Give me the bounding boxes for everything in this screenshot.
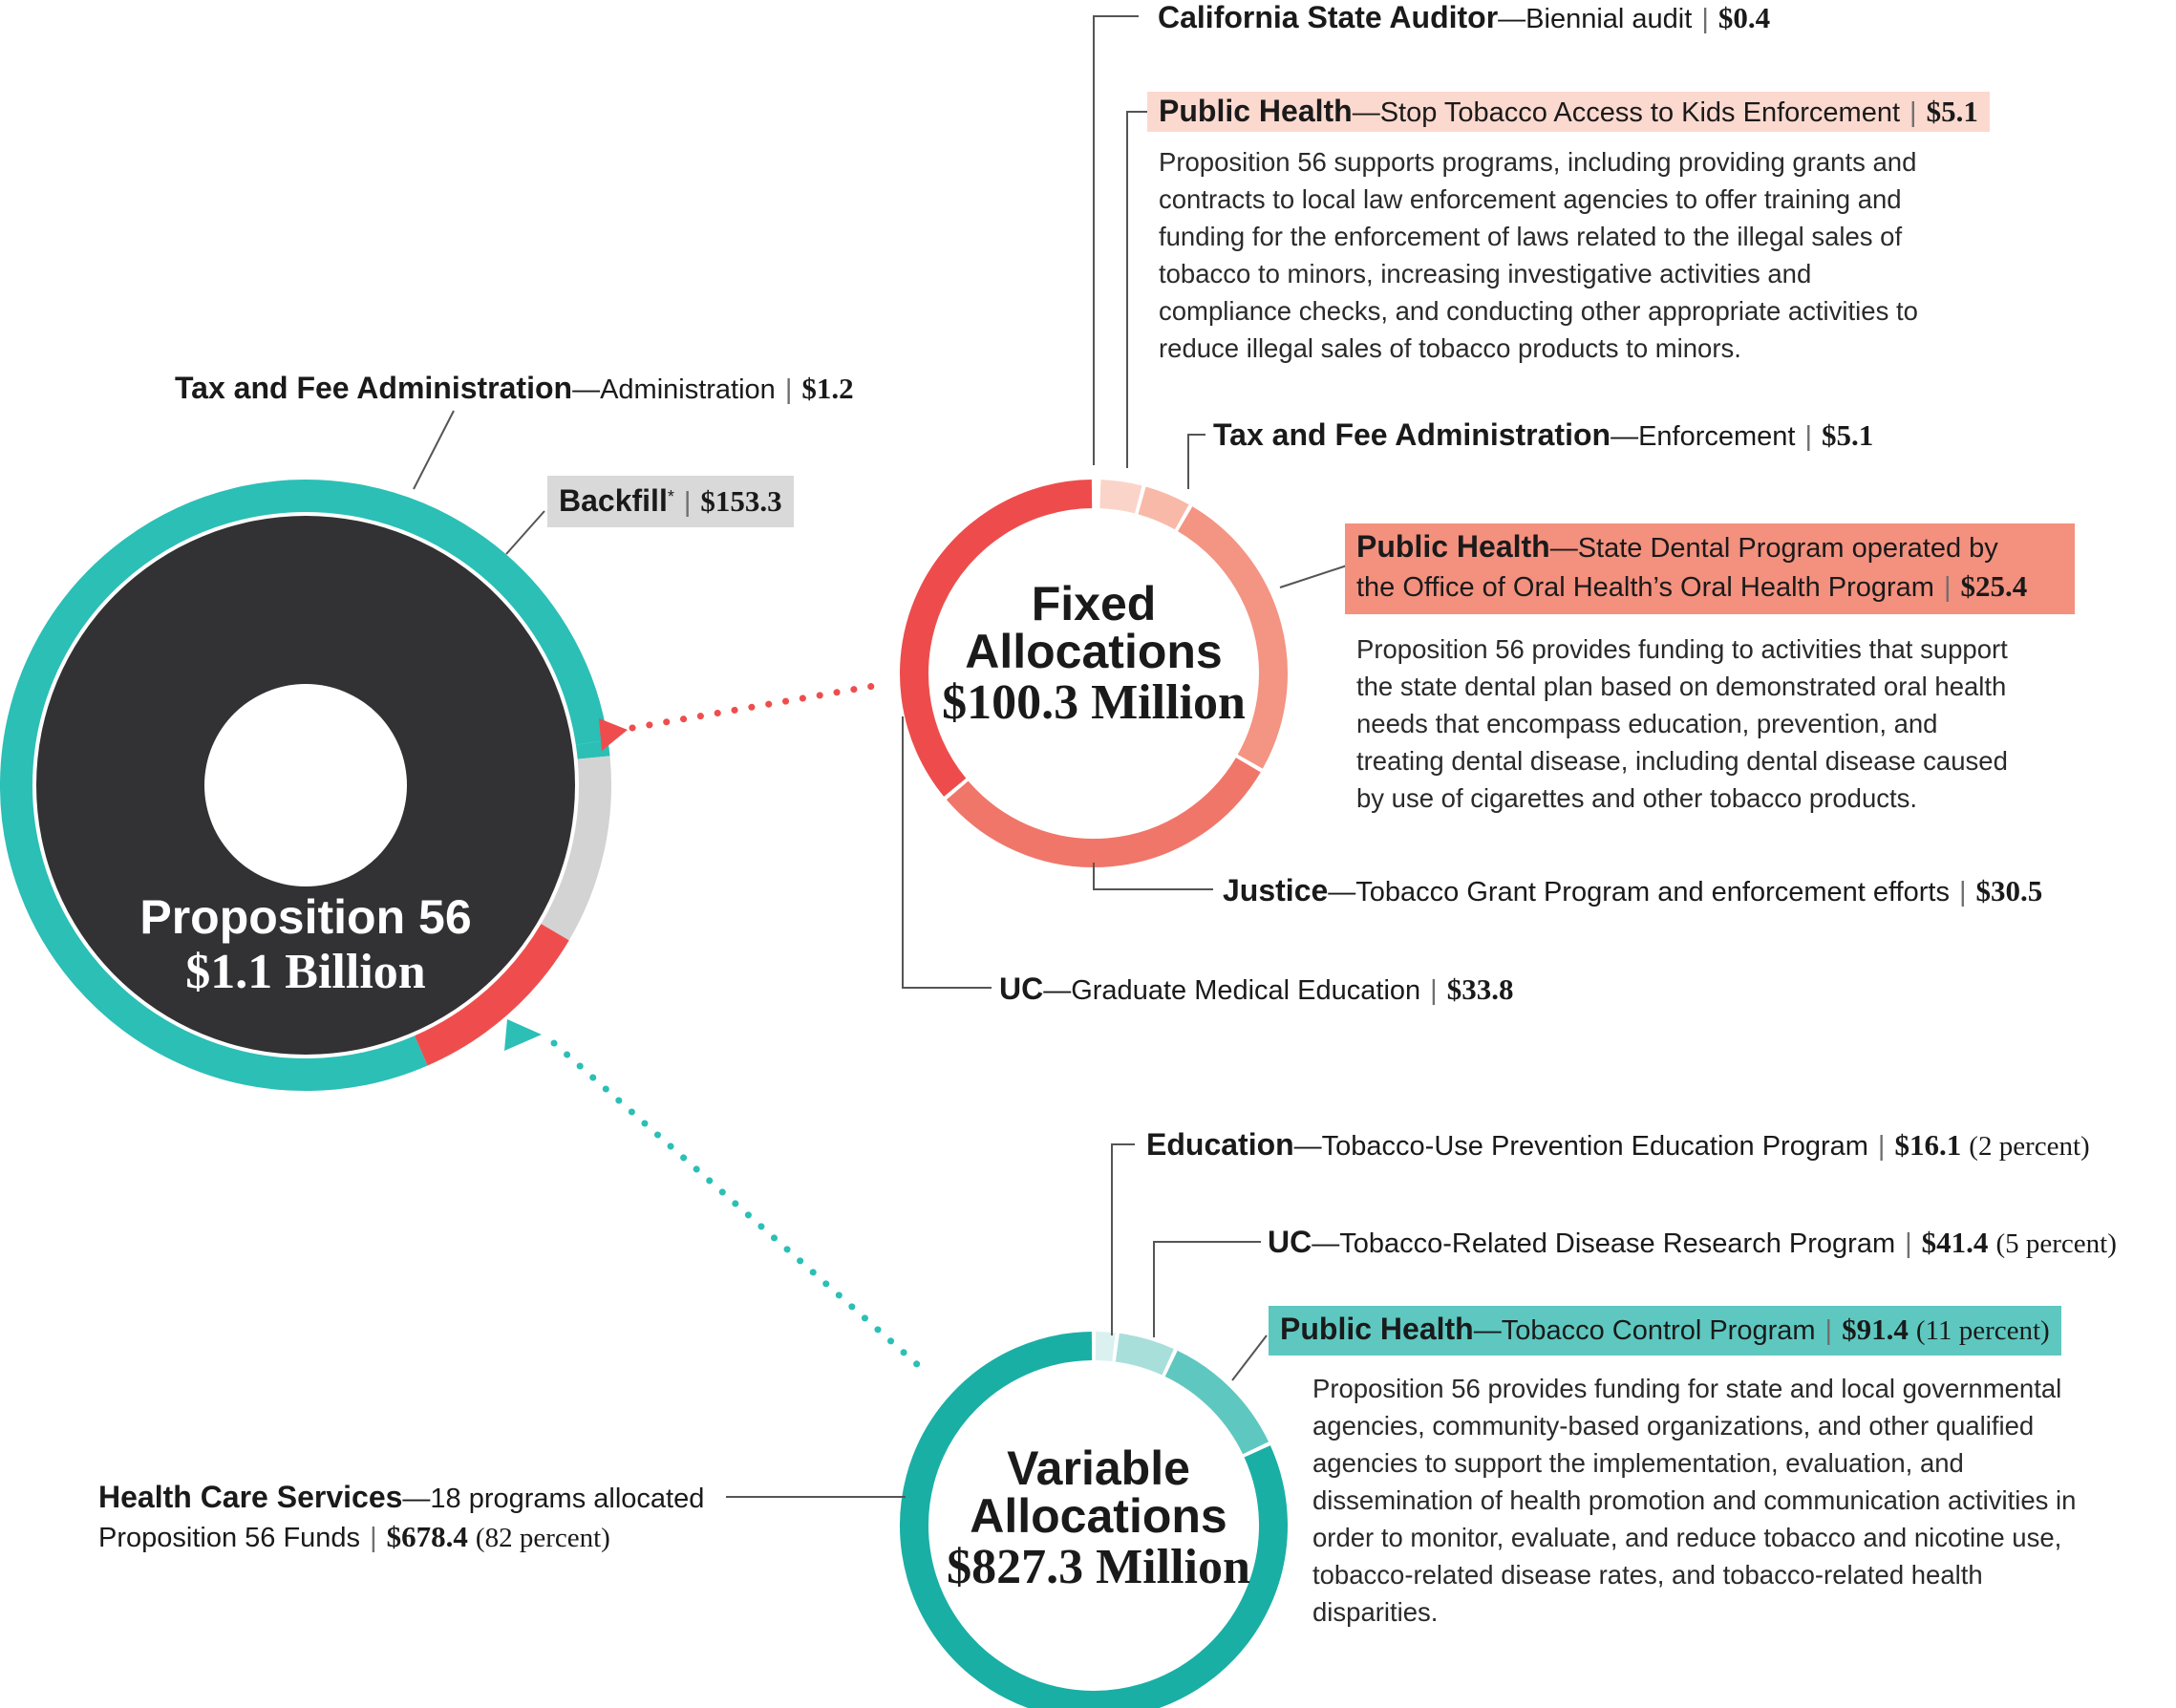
main-center-hole xyxy=(204,684,407,886)
leader-ph-control xyxy=(1232,1335,1267,1380)
label-ph-control-desc: —Tobacco Control Program xyxy=(1473,1315,1816,1346)
label-justice-org: Justice xyxy=(1223,873,1329,907)
label-auditor-sep: | xyxy=(1701,4,1709,34)
leader-tax-admin xyxy=(414,411,454,489)
label-ph-stop-sep: | xyxy=(1909,97,1917,128)
label-education-amount: $16.1 xyxy=(1894,1128,1962,1162)
label-education xyxy=(1146,1125,2090,1165)
label-ph-dental-org: Public Health xyxy=(1356,529,1550,564)
label-uc-trdrp-amount: $41.4 xyxy=(1921,1226,1989,1259)
label-tax-enf-sep: | xyxy=(1804,421,1813,452)
label-tax-admin-sep: | xyxy=(784,374,793,405)
main-title-name: Proposition 56 xyxy=(139,890,472,944)
label-uc-trdrp-percent: (5 percent) xyxy=(1995,1228,2117,1259)
label-ph-control xyxy=(1269,1306,2061,1356)
label-tax-admin xyxy=(175,369,854,409)
leader-ph-dental xyxy=(1280,566,1347,587)
fixed-ring-segment-1 xyxy=(1100,494,1139,500)
leader-ph-stop xyxy=(1127,112,1149,468)
label-tax-admin-amount: $1.2 xyxy=(801,372,854,405)
variable-ring-segment-2 xyxy=(1171,1363,1255,1447)
variable-title-amount: $827.3 Million xyxy=(947,1540,1250,1594)
label-tax-enf-desc: —Enforcement xyxy=(1611,421,1796,452)
label-ph-stop-org: Public Health xyxy=(1159,94,1353,128)
label-hcs-org: Health Care Services xyxy=(98,1480,403,1514)
label-ph-stop-desc: —Stop Tobacco Access to Kids Enforcement xyxy=(1352,97,1901,128)
label-auditor-amount: $0.4 xyxy=(1717,1,1771,34)
label-ph-control-amount: $91.4 xyxy=(1842,1313,1909,1346)
label-uc-trdrp xyxy=(1268,1223,2117,1263)
label-tax-admin-org: Tax and Fee Administration xyxy=(175,371,573,405)
label-backfill-footnote: * xyxy=(667,487,674,506)
variable-ring-segment-0 xyxy=(1096,1346,1114,1347)
label-hcs-sep: | xyxy=(370,1523,377,1553)
main-title xyxy=(96,890,516,1000)
label-tax-enf xyxy=(1213,416,1873,456)
label-education-desc: —Tobacco-Use Prevention Education Program xyxy=(1293,1131,1868,1162)
label-ph-dental-desc1: —State Dental Program operated by xyxy=(1549,533,1998,564)
variable-dotted-connector xyxy=(554,1043,927,1373)
label-hcs-percent: (82 percent) xyxy=(475,1523,610,1553)
label-backfill-amount: $153.3 xyxy=(700,484,782,518)
label-tax-enf-org: Tax and Fee Administration xyxy=(1213,417,1611,452)
leader-tax-enf xyxy=(1188,435,1205,489)
label-auditor-org: California State Auditor xyxy=(1158,0,1499,34)
variable-ring-segment-1 xyxy=(1118,1348,1168,1362)
label-justice xyxy=(1223,871,2042,911)
fixed-dotted-connector xyxy=(632,686,874,728)
fixed-ring-segment-4 xyxy=(957,765,1248,853)
label-tax-enf-amount: $5.1 xyxy=(1822,418,1874,452)
variable-title xyxy=(903,1441,1294,1595)
label-tax-admin-desc: —Administration xyxy=(572,374,776,405)
fixed-title-line2: Allocations xyxy=(965,625,1223,678)
variable-title-line2: Allocations xyxy=(970,1489,1227,1543)
label-uc-trdrp-org: UC xyxy=(1268,1225,1312,1259)
label-hcs-desc1: —18 programs allocated xyxy=(402,1484,705,1514)
label-ph-stop-amount: $5.1 xyxy=(1926,95,1978,128)
label-ph-control-percent: (11 percent) xyxy=(1915,1315,2050,1346)
label-backfill-org: Backfill xyxy=(559,483,668,518)
main-ring-teal-pointer xyxy=(504,1019,542,1051)
label-uc-gme-org: UC xyxy=(999,971,1044,1006)
leader-backfill xyxy=(506,511,544,554)
fixed-ring-segment-2 xyxy=(1142,501,1183,517)
label-justice-desc: —Tobacco Grant Program and enforcement efforts xyxy=(1328,877,1950,907)
label-uc-gme-amount: $33.8 xyxy=(1446,972,1514,1006)
label-backfill xyxy=(547,476,794,527)
ph-control-description: Proposition 56 provides funding for state and local governmental agencies, community-based organizations, and other qualified agencies to support the implementation, evaluation, and dissemination of health promotion and communication activities in order to monitor, evaluate, and reduce tobacco and nicotine use, tobacco-related disease rates, and tobacco-related health disparities. xyxy=(1312,1374,2077,1627)
label-backfill-sep: | xyxy=(683,487,692,518)
label-uc-gme xyxy=(999,970,1513,1010)
label-hcs xyxy=(98,1478,704,1557)
label-ph-control-org: Public Health xyxy=(1280,1312,1474,1346)
label-justice-sep: | xyxy=(1958,877,1967,907)
leader-auditor xyxy=(1094,16,1139,465)
variable-title-line1: Variable xyxy=(1007,1441,1190,1495)
label-ph-dental-desc2: the Office of Oral Health’s Oral Health Program xyxy=(1356,572,1934,603)
label-education-sep: | xyxy=(1877,1131,1886,1162)
label-ph-control-sep: | xyxy=(1824,1315,1833,1346)
fixed-title-line1: Fixed xyxy=(1031,577,1157,630)
label-justice-amount: $30.5 xyxy=(1975,874,2043,907)
main-title-amount: $1.1 Billion xyxy=(185,945,426,999)
label-uc-gme-desc: —Graduate Medical Education xyxy=(1043,975,1421,1006)
label-ph-dental-sep: | xyxy=(1943,572,1952,603)
fixed-title-amount: $100.3 Million xyxy=(942,675,1246,730)
label-ph-dental xyxy=(1345,523,2075,614)
label-hcs-desc2: Proposition 56 Funds xyxy=(98,1523,361,1553)
label-uc-gme-sep: | xyxy=(1430,975,1438,1006)
leader-justice xyxy=(1094,863,1213,889)
label-education-percent: (2 percent) xyxy=(1969,1131,2090,1162)
label-ph-stop xyxy=(1147,92,1990,132)
fixed-title xyxy=(898,577,1290,731)
label-uc-trdrp-sep: | xyxy=(1905,1228,1912,1259)
label-uc-trdrp-desc: —Tobacco-Related Disease Research Program xyxy=(1312,1228,1896,1259)
ph-dental-description: Proposition 56 provides funding to activities that support the state dental plan based on demonstrated oral health needs that encompass education, prevention, and treating dental disease, including dental disease caused by use of cigarettes and other tobacco products. xyxy=(1356,634,2008,813)
label-ph-dental-amount: $25.4 xyxy=(1960,569,2028,603)
leader-education xyxy=(1112,1144,1135,1335)
leader-uc-trdrp xyxy=(1154,1242,1261,1337)
main-ring-teal-segment-admin xyxy=(592,742,594,758)
main-ring-red-pointer xyxy=(599,718,628,751)
label-auditor-desc: —Biennial audit xyxy=(1498,4,1693,34)
label-auditor xyxy=(1158,0,1770,38)
label-education-org: Education xyxy=(1146,1127,1294,1162)
label-hcs-amount: $678.4 xyxy=(386,1520,468,1553)
ph-stop-description: Proposition 56 supports programs, including providing grants and contracts to local law enforcement agencies to offer training and funding for the enforcement of laws related to the illegal sales of tobacco to minors, increasing investigative activities and compliance checks, and conducting other appropriate activities to reduce illegal sales of tobacco products to minors. xyxy=(1159,147,1918,363)
